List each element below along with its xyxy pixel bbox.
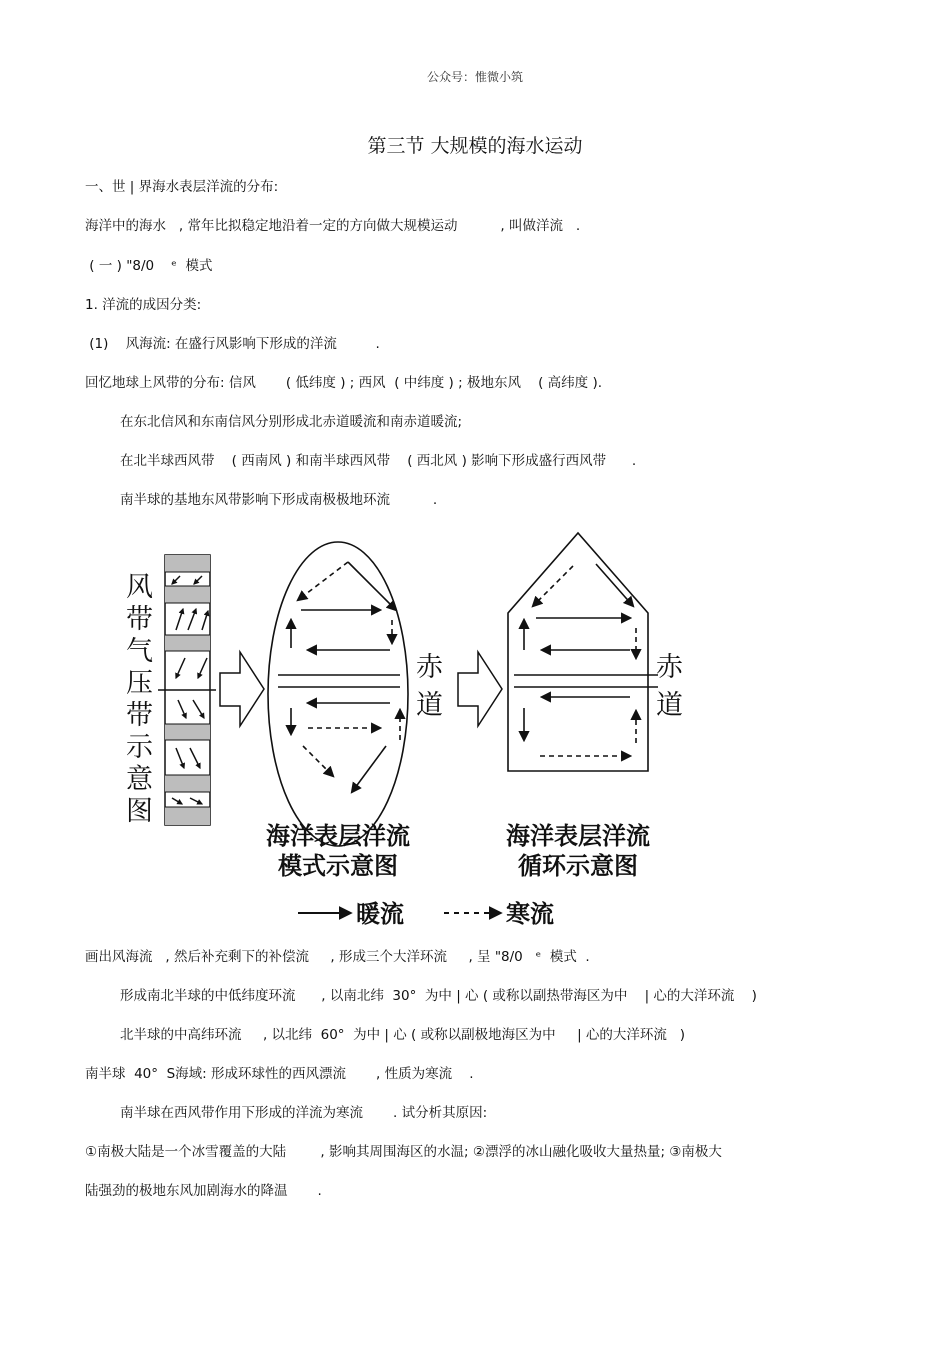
label-char: 带 (126, 700, 153, 731)
paragraph-subpolar-gyre: 北半球的中高纬环流 , 以北纬 60° 为中 | 心 ( 或称以副极地海区为中 | 心的大洋环流 ) (120, 1027, 686, 1043)
caption-loop: 海洋表层洋流 (506, 822, 650, 850)
wind-belt-column (158, 555, 216, 825)
section-title: 第三节 大规模的海水运动 (367, 135, 583, 157)
label-char: 图 (126, 796, 153, 827)
heading-distribution: 一、世 | 界海水表层洋流的分布: (85, 179, 279, 195)
label-char: 压 (126, 668, 153, 699)
caption-loop-sub: 循环示意图 (518, 852, 638, 880)
heading-causes: 1. 洋流的成因分类: (85, 297, 202, 313)
equator-label: 赤 (656, 652, 683, 683)
paragraph-draw-currents: 画出风海流 , 然后补充剩下的补偿流 , 形成三个大洋环流 , 呈 "8/0 ᵉ 模式 . (85, 949, 590, 965)
paragraph-reasons-cont: 陆强劲的极地东风加剧海水的降温 . (85, 1183, 322, 1199)
paragraph-west-wind-drift: 南半球 40° S海域: 形成环球性的西风漂流 , 性质为寒流 . (85, 1066, 474, 1082)
label-char: 气 (126, 636, 153, 667)
paragraph-polar-easterlies: 南半球的基地东风带影响下形成南极极地环流 . (120, 492, 438, 508)
paragraph-wind-belts: 回忆地球上风带的分布: 信风 ( 低纬度 ) ; 西风 ( 中纬度 ) ; 极地东风 ( 高纬度 ). (85, 375, 603, 391)
figure-legend (298, 900, 554, 928)
equator-label: 道 (656, 690, 683, 721)
legend-cold: 寒流 (506, 900, 554, 928)
paragraph-trade-winds: 在东北信风和东南信风分别形成北赤道暖流和南赤道暖流; (120, 414, 463, 430)
legend-warm: 暖流 (356, 900, 404, 928)
caption-model-sub: 模式示意图 (278, 852, 398, 880)
flow-arrow-2 (458, 652, 502, 726)
caption-model: 海洋表层洋流 (266, 822, 410, 850)
ocean-current-figure (118, 528, 718, 938)
paragraph-westerlies: 在北半球西风带 ( 西南风 ) 和南半球西风带 ( 西北风 ) 影响下形成盛行西风带 . (120, 453, 637, 469)
paragraph-reasons: ①南极大陆是一个冰雪覆盖的大陆 , 影响其周围海区的水温; ②漂浮的冰山融化吸收大量热量; ③南极大 (85, 1144, 722, 1160)
label-char: 示 (126, 732, 153, 763)
paragraph-definition: 海洋中的海水 , 常年比拟稳定地沿着一定的方向做大规模运动 , 叫做洋流 . (85, 218, 581, 234)
current-loop-diagram (508, 533, 658, 771)
paragraph-subtropical-gyre: 形成南北半球的中低纬度环流 , 以南北纬 30° 为中 | 心 ( 或称以副热带海区为中 | 心的大洋环流 ) (120, 988, 757, 1004)
heading-model: ( 一 ) "8/0 ᵉ 模式 (85, 258, 213, 274)
page-header: 公众号：惟微小筑 (426, 70, 523, 84)
label-char: 风 (126, 572, 153, 603)
paragraph-wind-current: (1) 风海流: 在盛行风影响下形成的洋流 . (85, 336, 380, 352)
paragraph-question: 南半球在西风带作用下形成的洋流为寒流 . 试分析其原因: (120, 1105, 488, 1121)
wind-belt-label (126, 572, 154, 827)
equator-label: 道 (416, 690, 443, 721)
flow-arrow-1 (220, 652, 264, 726)
current-model-diagram (268, 542, 408, 846)
label-char: 意 (126, 764, 153, 795)
equator-label: 赤 (416, 652, 443, 683)
label-char: 带 (126, 604, 153, 635)
